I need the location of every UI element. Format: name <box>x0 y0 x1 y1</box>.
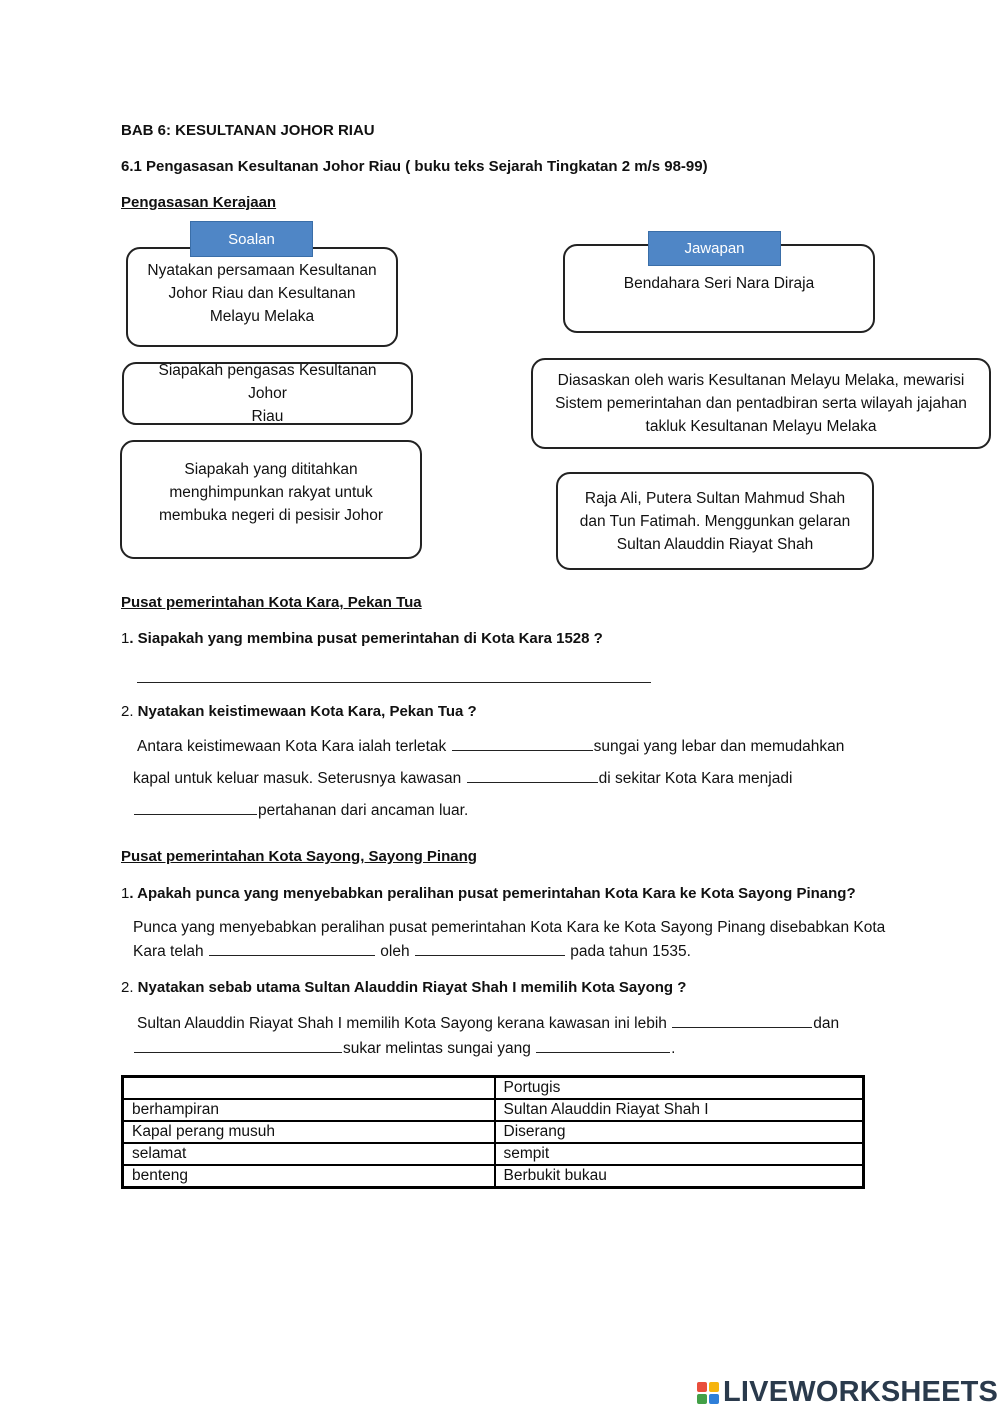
question-2-line: Siapakah pengasas Kesultanan Johor <box>158 362 377 402</box>
question-number: 2. <box>121 979 134 996</box>
table-cell[interactable]: Kapal perang musuh <box>123 1121 495 1143</box>
table-cell[interactable]: benteng <box>123 1165 495 1188</box>
question-1-line: Nyatakan persamaan Kesultanan <box>147 262 377 279</box>
word-bank-table <box>121 1075 865 1189</box>
section-title: 6.1 Pengasasan Kesultanan Johor Riau ( buku teks Sejarah Tingkatan 2 m/s 98-99) <box>121 158 708 175</box>
answer-2-line: Diasaskan oleh waris Kesultanan Melayu Melaka, mewarisi <box>557 372 965 389</box>
text-segment: oleh <box>380 943 410 960</box>
blank-1[interactable] <box>452 749 593 751</box>
kota-sayong-heading: Pusat pemerintahan Kota Sayong, Sayong Pinang <box>121 848 477 865</box>
question-text: Nyatakan sebab utama Sultan Alauddin Riayat Shah I memilih Kota Sayong ? <box>133 979 687 996</box>
table-cell[interactable]: Sultan Alauddin Riayat Shah I <box>495 1099 864 1121</box>
question-1-line: Melayu Melaka <box>209 308 315 325</box>
question-3-line: Siapakah yang dititahkan <box>184 461 358 478</box>
sebab-line-2 <box>133 1040 675 1058</box>
question-2-line: Riau <box>251 408 284 425</box>
table-cell[interactable]: Diserang <box>495 1121 864 1143</box>
question-number: 1 <box>121 630 130 647</box>
answer-1-line: Bendahara Seri Nara Diraja <box>623 275 815 292</box>
pengasasan-heading: Pengasasan Kerajaan <box>121 194 277 211</box>
keistimewaan-line-2 <box>133 770 792 788</box>
answer-2-line: Sistem pemerintahan dan pentadbiran serta wilayah jajahan <box>555 395 967 412</box>
text-segment: Antara keistimewaan Kota Kara ialah terletak <box>137 738 447 755</box>
table-cell[interactable]: Portugis <box>495 1077 864 1100</box>
blank-2[interactable] <box>467 781 598 783</box>
text-segment: pertahanan dari ancaman luar. <box>258 802 469 819</box>
table-row <box>123 1143 864 1165</box>
question-box-3[interactable] <box>120 440 422 559</box>
answer-box-3[interactable] <box>556 472 874 570</box>
text-segment: kapal untuk keluar masuk. Seterusnya kawasan <box>133 770 462 787</box>
question-box-1[interactable] <box>126 247 398 347</box>
blank-6[interactable] <box>672 1026 812 1028</box>
table-row <box>123 1165 864 1188</box>
text-segment: sungai yang lebar dan memudahkan <box>593 738 845 755</box>
chapter-title: BAB 6: KESULTANAN JOHOR RIAU <box>121 122 375 139</box>
table-row <box>123 1099 864 1121</box>
table-cell[interactable]: berhampiran <box>123 1099 495 1121</box>
text-segment: dan <box>813 1015 840 1032</box>
logo-square <box>709 1394 719 1404</box>
kota-kara-question-1 <box>121 630 603 647</box>
question-number: 2. <box>121 703 134 720</box>
blank-5[interactable] <box>415 954 565 956</box>
answer-box-2[interactable] <box>531 358 991 449</box>
soalan-tag: Soalan <box>190 221 313 257</box>
table-cell[interactable]: selamat <box>123 1143 495 1165</box>
kota-sayong-question-2 <box>121 979 686 996</box>
answer-line[interactable] <box>137 682 651 683</box>
text-segment: di sekitar Kota Kara menjadi <box>598 770 793 787</box>
sebab-line-1 <box>137 1015 839 1033</box>
question-text: Nyatakan keistimewaan Kota Kara, Pekan Tua ? <box>133 703 477 720</box>
kota-kara-heading: Pusat pemerintahan Kota Kara, Pekan Tua <box>121 594 422 611</box>
logo-square <box>697 1394 707 1404</box>
text-segment: . <box>671 1040 676 1057</box>
answer-2-line: takluk Kesultanan Melayu Melaka <box>645 418 877 435</box>
answer-3-line: dan Tun Fatimah. Menggunkan gelaran <box>579 512 851 530</box>
question-3-line: menghimpunkan rakyat untuk <box>169 484 373 501</box>
table-cell[interactable] <box>123 1077 495 1100</box>
text-segment: sukar melintas sungai yang <box>343 1040 531 1057</box>
logo-icon <box>697 1382 719 1404</box>
jawapan-tag: Jawapan <box>648 231 781 266</box>
blank-4[interactable] <box>209 954 375 956</box>
text-segment: pada tahun 1535. <box>570 943 691 960</box>
blank-8[interactable] <box>536 1051 670 1053</box>
punca-line-1: Punca yang menyebabkan peralihan pusat pemerintahan Kota Kara ke Kota Sayong Pinang disebabkan Kota <box>133 919 886 936</box>
kota-kara-question-2 <box>121 703 477 720</box>
text-segment: Sultan Alauddin Riayat Shah I memilih Kota Sayong kerana kawasan ini lebih <box>137 1015 667 1032</box>
table-row <box>123 1077 864 1100</box>
blank-7[interactable] <box>134 1051 342 1053</box>
table-row <box>123 1121 864 1143</box>
logo-square <box>697 1382 707 1392</box>
logo-square <box>709 1382 719 1392</box>
question-1-line: Johor Riau dan Kesultanan <box>168 285 356 302</box>
question-3-line: membuka negeri di pesisir Johor <box>159 507 383 524</box>
kota-sayong-question-1 <box>121 885 856 902</box>
keistimewaan-line-3 <box>133 802 468 820</box>
punca-line-2 <box>133 943 691 961</box>
keistimewaan-line-1 <box>137 738 844 756</box>
answer-3-line: Raja Ali, Putera Sultan Mahmud Shah <box>584 489 846 507</box>
question-text: . Apakah punca yang menyebabkan peralihan pusat pemerintahan Kota Kara ke Kota Sayong Pinang? <box>129 885 856 902</box>
liveworksheets-logo[interactable] <box>697 1376 998 1409</box>
question-text: . Siapakah yang membina pusat pemerintahan di Kota Kara 1528 ? <box>129 630 603 647</box>
question-box-2[interactable] <box>122 362 413 425</box>
table-cell[interactable]: Berbukit bukau <box>495 1165 864 1188</box>
table-cell[interactable]: sempit <box>495 1143 864 1165</box>
logo-text: LIVEWORKSHEETS <box>723 1376 999 1408</box>
question-number: 1 <box>121 885 130 902</box>
text-segment: Kara telah <box>133 943 204 960</box>
answer-3-line: Sultan Alauddin Riayat Shah <box>616 535 814 553</box>
blank-3[interactable] <box>134 813 257 815</box>
